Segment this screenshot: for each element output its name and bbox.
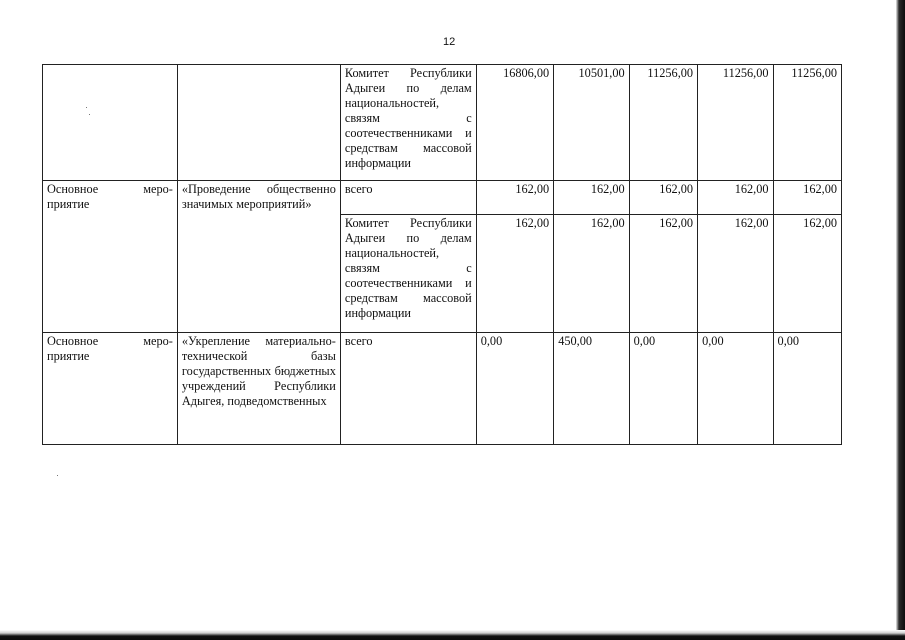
- value-cell: 162,00: [476, 215, 553, 333]
- event-type-label: Основное: [47, 182, 99, 196]
- value-cell: 10501,00: [554, 65, 629, 181]
- event-type-cell: [43, 333, 178, 445]
- value-cell: 0,00: [476, 333, 553, 445]
- value-cell: 162,00: [698, 181, 773, 215]
- executor-cell: всего: [340, 181, 476, 215]
- value-cell: 16806,00: [476, 65, 553, 181]
- value-cell: 162,00: [476, 181, 553, 215]
- value-cell: 162,00: [698, 215, 773, 333]
- event-type-label: меро-: [143, 334, 173, 348]
- value-cell: 0,00: [698, 333, 773, 445]
- executor-cell: всего: [340, 333, 476, 445]
- value-cell: 162,00: [773, 215, 841, 333]
- value-cell: 11256,00: [698, 65, 773, 181]
- budget-table: [42, 64, 842, 445]
- page-number: 12: [443, 36, 456, 48]
- event-name-cell: «Укрепление материально-технической базы государственных бюджетных учреждений Республики Адыгея, подведомственных: [177, 333, 340, 445]
- event-type-label: меро-: [143, 182, 173, 196]
- value-cell: 162,00: [554, 181, 629, 215]
- event-type-label: Основное: [47, 334, 99, 348]
- event-type-label: приятие: [47, 197, 90, 211]
- value-cell: 0,00: [629, 333, 697, 445]
- event-name-cell: «Проведение общественно значимых мероприятий»: [177, 181, 340, 333]
- scan-speck: [57, 475, 58, 476]
- value-cell: 0,00: [773, 333, 841, 445]
- table-row: [43, 333, 842, 445]
- event-type-cell: [43, 181, 178, 333]
- value-cell: 11256,00: [773, 65, 841, 181]
- event-type-cell: [43, 65, 178, 181]
- value-cell: 162,00: [629, 215, 697, 333]
- value-cell: 162,00: [554, 215, 629, 333]
- event-name-cell: [177, 65, 340, 181]
- executor-cell: Комитет Республики Адыгеи по делам национальностей, связям с соотечественниками и средствам массовой информации: [340, 65, 476, 181]
- value-cell: 162,00: [629, 181, 697, 215]
- value-cell: 162,00: [773, 181, 841, 215]
- table-row: [43, 65, 842, 181]
- event-type-label: приятие: [47, 349, 90, 363]
- executor-cell: Комитет Республики Адыгеи по делам национальностей, связям с соотечественниками и средствам массовой информации: [340, 215, 476, 333]
- value-cell: 450,00: [554, 333, 629, 445]
- scan-bottom-edge: [0, 630, 905, 640]
- table-row: [43, 181, 842, 215]
- value-cell: 11256,00: [629, 65, 697, 181]
- scan-right-edge: [896, 0, 905, 640]
